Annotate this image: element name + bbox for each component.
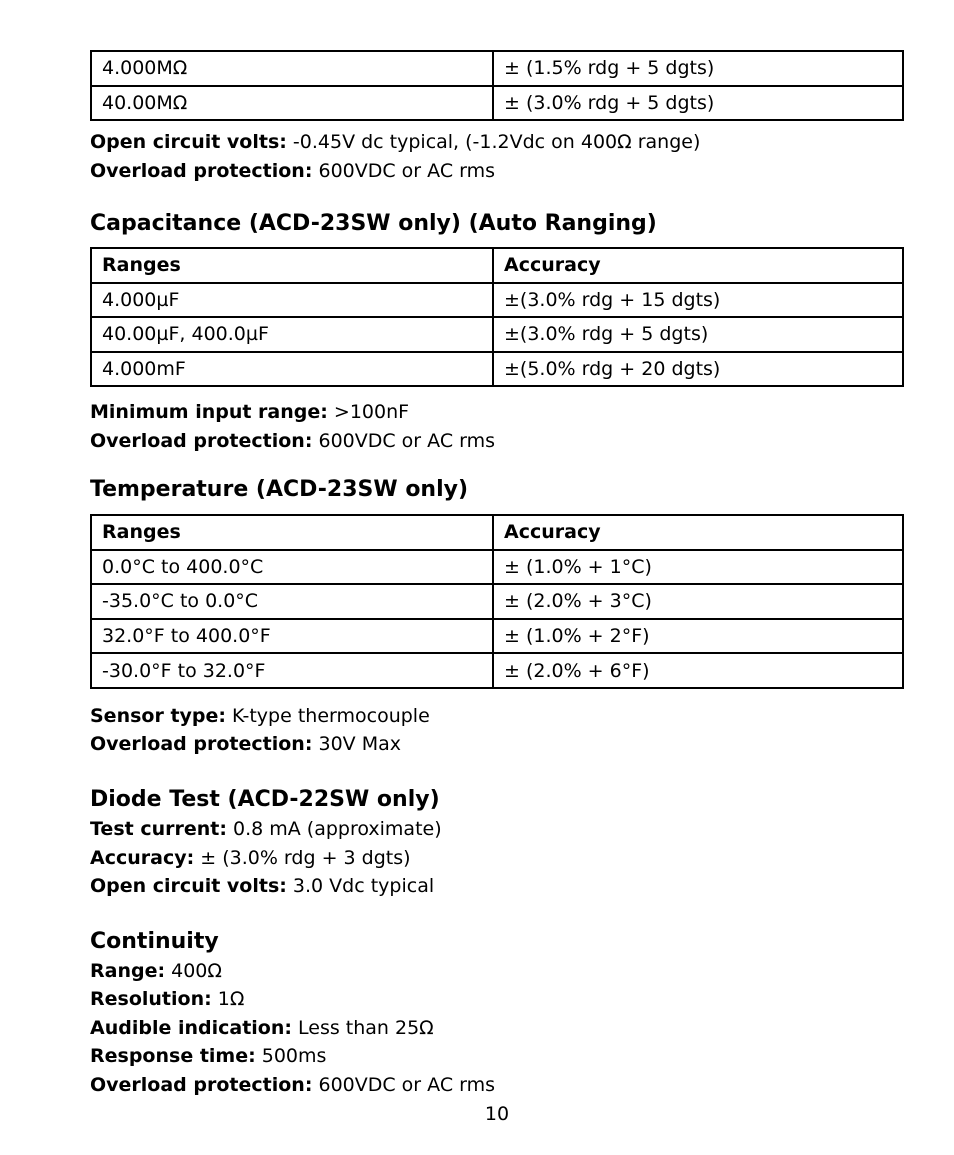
page-number: 10 — [484, 1103, 510, 1125]
table-row — [91, 86, 903, 121]
capacitance-spec-table — [90, 247, 904, 387]
continuity-response-time — [90, 1042, 326, 1070]
spec-value: 30V Max — [312, 733, 401, 755]
spec-value: -0.45V dc typical, (-1.2Vdc on 400Ω range) — [286, 131, 701, 153]
spec-value: >100nF — [327, 401, 410, 423]
column-header-ranges: Ranges — [91, 515, 493, 550]
temperature-spec-table — [90, 514, 904, 689]
table-row — [91, 317, 903, 352]
resistance-spec-table — [90, 50, 904, 121]
spec-label: Overload protection: — [90, 733, 313, 755]
spec-value: Less than 25Ω — [291, 1017, 434, 1039]
accuracy-cell: ± (1.0% + 2°F) — [493, 619, 903, 654]
diode-open-circuit-volts — [90, 872, 434, 900]
spec-value: ± (3.0% rdg + 3 dgts) — [194, 847, 411, 869]
table-header-row — [91, 248, 903, 283]
diode-test-heading: Diode Test (ACD-22SW only) — [90, 787, 440, 812]
accuracy-cell: ±(5.0% rdg + 20 dgts) — [493, 352, 903, 387]
capacitance-heading: Capacitance (ACD-23SW only) (Auto Ranging) — [90, 211, 657, 236]
accuracy-cell: ± (1.0% + 1°C) — [493, 550, 903, 585]
range-cell: 4.000mF — [91, 352, 493, 387]
table-row — [91, 352, 903, 387]
continuity-heading: Continuity — [90, 929, 219, 954]
diode-accuracy — [90, 844, 411, 872]
spec-value: 1Ω — [211, 988, 245, 1010]
accuracy-cell: ± (2.0% + 6°F) — [493, 653, 903, 688]
spec-label: Minimum input range: — [90, 401, 328, 423]
spec-value: 600VDC or AC rms — [312, 430, 496, 452]
diode-test-current — [90, 815, 442, 843]
column-header-accuracy: Accuracy — [493, 515, 903, 550]
column-header-accuracy: Accuracy — [493, 248, 903, 283]
range-cell: 40.00MΩ — [91, 86, 493, 121]
range-cell: 40.00µF, 400.0µF — [91, 317, 493, 352]
continuity-range — [90, 957, 222, 985]
continuity-overload-protection — [90, 1071, 495, 1099]
spec-value: 600VDC or AC rms — [312, 160, 496, 182]
spec-label: Sensor type: — [90, 705, 226, 727]
resistance-open-circuit-volts — [90, 128, 700, 156]
range-cell: 32.0°F to 400.0°F — [91, 619, 493, 654]
accuracy-cell: ± (1.5% rdg + 5 dgts) — [493, 51, 903, 86]
range-cell: 4.000MΩ — [91, 51, 493, 86]
temperature-sensor-type — [90, 702, 430, 730]
range-cell: 4.000µF — [91, 283, 493, 318]
column-header-ranges: Ranges — [91, 248, 493, 283]
table-row — [91, 653, 903, 688]
table-row — [91, 51, 903, 86]
accuracy-cell: ± (3.0% rdg + 5 dgts) — [493, 86, 903, 121]
spec-label: Response time: — [90, 1045, 256, 1067]
spec-value: 600VDC or AC rms — [312, 1074, 496, 1096]
continuity-audible-indication — [90, 1014, 434, 1042]
temperature-heading: Temperature (ACD-23SW only) — [90, 477, 469, 502]
spec-label: Audible indication: — [90, 1017, 292, 1039]
spec-label: Overload protection: — [90, 1074, 313, 1096]
table-row — [91, 550, 903, 585]
spec-value: 3.0 Vdc typical — [286, 875, 435, 897]
capacitance-overload-protection — [90, 427, 495, 455]
capacitance-minimum-input-range — [90, 398, 409, 426]
table-row — [91, 619, 903, 654]
table-header-row — [91, 515, 903, 550]
resistance-overload-protection — [90, 157, 495, 185]
spec-label: Accuracy: — [90, 847, 195, 869]
range-cell: 0.0°C to 400.0°C — [91, 550, 493, 585]
accuracy-cell: ±(3.0% rdg + 15 dgts) — [493, 283, 903, 318]
spec-label: Resolution: — [90, 988, 212, 1010]
accuracy-cell: ± (2.0% + 3°C) — [493, 584, 903, 619]
continuity-resolution — [90, 985, 244, 1013]
range-cell: -30.0°F to 32.0°F — [91, 653, 493, 688]
table-row — [91, 283, 903, 318]
temperature-overload-protection — [90, 730, 401, 758]
spec-label: Test current: — [90, 818, 227, 840]
spec-value: 0.8 mA (approximate) — [226, 818, 442, 840]
spec-label: Overload protection: — [90, 160, 313, 182]
spec-label: Open circuit volts: — [90, 875, 287, 897]
spec-value: 500ms — [255, 1045, 327, 1067]
spec-label: Range: — [90, 960, 166, 982]
spec-label: Open circuit volts: — [90, 131, 287, 153]
table-row — [91, 584, 903, 619]
spec-label: Overload protection: — [90, 430, 313, 452]
manual-page — [90, 0, 904, 1155]
spec-value: K-type thermocouple — [226, 705, 430, 727]
spec-value: 400Ω — [165, 960, 222, 982]
accuracy-cell: ±(3.0% rdg + 5 dgts) — [493, 317, 903, 352]
range-cell: -35.0°C to 0.0°C — [91, 584, 493, 619]
